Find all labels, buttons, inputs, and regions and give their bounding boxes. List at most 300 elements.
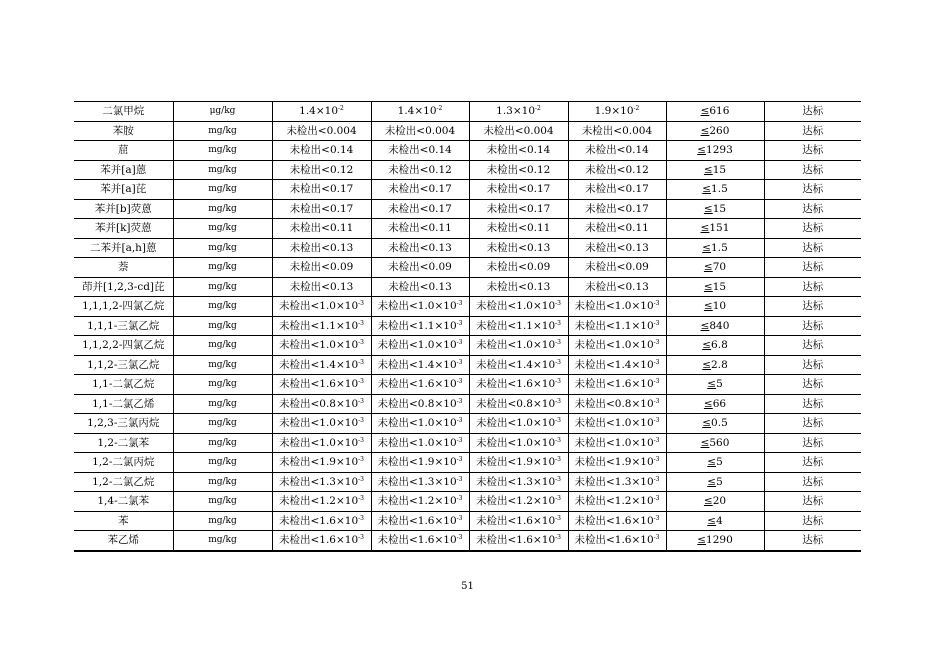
sample-value-cell (272, 511, 371, 531)
less-equal-symbol: ≤ (703, 495, 713, 508)
value-exponent: -3 (456, 319, 463, 327)
value-text: 未检出<1.0×10 (475, 300, 556, 313)
limit-cell (666, 433, 764, 453)
value-text: 未检出<0.13 (486, 241, 551, 254)
unit-cell: mg/kg (173, 511, 272, 531)
value-text: 未检出<0.14 (289, 144, 354, 157)
value-text: 未检出<0.17 (388, 202, 452, 215)
value-text: 未检出<0.13 (388, 280, 452, 293)
result-cell: 达标 (764, 102, 861, 122)
value-exponent: -3 (555, 495, 561, 503)
unit-cell: mg/kg (173, 238, 272, 258)
value-text: 未检出<0.09 (486, 261, 551, 274)
table-row (74, 355, 861, 375)
table-row (74, 453, 861, 473)
unit-cell: mg/kg (173, 160, 272, 180)
table-row (74, 316, 861, 336)
value-exponent: -3 (653, 495, 660, 503)
less-equal-symbol: ≤ (702, 183, 712, 196)
value-text: 未检出<1.9×10 (377, 456, 457, 469)
value-exponent: -2 (535, 105, 541, 113)
limit-value: 151 (709, 222, 730, 235)
sample-value-cell (371, 316, 469, 336)
sample-value-cell (272, 180, 371, 200)
sample-value-cell (469, 277, 568, 297)
limit-cell (666, 472, 764, 492)
value-text: 未检出<0.13 (585, 241, 649, 254)
pollutant-name-cell: 苯并[k]荧蒽 (74, 219, 173, 239)
value-exponent: -3 (555, 339, 561, 347)
value-text: 未检出<0.8×10 (574, 397, 654, 410)
sample-value-cell (568, 238, 666, 258)
value-text: 未检出<1.0×10 (574, 417, 654, 430)
sample-value-cell (469, 180, 568, 200)
unit-cell: mg/kg (173, 394, 272, 414)
value-exponent: -3 (653, 514, 660, 522)
value-exponent: -3 (358, 397, 364, 405)
less-equal-symbol: ≤ (703, 280, 713, 293)
sample-value-cell (469, 102, 568, 122)
sample-value-cell (469, 394, 568, 414)
value-exponent: -3 (358, 456, 364, 464)
limit-value: 15 (712, 163, 727, 176)
pollutant-name-cell: 1,1,1-三氯乙烷 (74, 316, 173, 336)
sample-value-cell (272, 297, 371, 317)
value-text: 未检出<1.0×10 (475, 436, 556, 449)
sample-value-cell (568, 433, 666, 453)
value-exponent: -2 (436, 105, 443, 113)
value-text: 未检出<1.4×10 (377, 358, 457, 371)
sample-value-cell (568, 199, 666, 219)
sample-value-cell (568, 297, 666, 317)
sample-value-cell (568, 121, 666, 141)
value-exponent: -3 (653, 436, 660, 444)
pollutant-name-cell: 1,1,1,2-四氯乙烷 (74, 297, 173, 317)
less-equal-symbol: ≤ (703, 202, 713, 215)
value-exponent: -3 (653, 319, 660, 327)
sample-value-cell (272, 492, 371, 512)
pollutant-name-cell: 1,1,2,2-四氯乙烷 (74, 336, 173, 356)
sample-value-cell (568, 160, 666, 180)
value-text: 未检出<1.9×10 (475, 456, 556, 469)
result-cell: 达标 (764, 141, 861, 161)
sample-value-cell (568, 375, 666, 395)
sample-value-cell (371, 199, 469, 219)
value-exponent: -3 (456, 514, 463, 522)
pollutant-name-cell: 1,1,2-三氯乙烷 (74, 355, 173, 375)
limit-cell (666, 121, 764, 141)
value-text: 未检出<0.13 (585, 280, 649, 293)
pollutant-name-cell: 苯 (74, 511, 173, 531)
value-text: 未检出<0.11 (585, 222, 649, 235)
pollutant-name-cell: 茚并[1,2,3-cd]芘 (74, 277, 173, 297)
limit-value: 260 (709, 124, 730, 137)
value-text: 未检出<1.6×10 (377, 514, 457, 527)
sample-value-cell (371, 414, 469, 434)
value-exponent: -3 (456, 495, 463, 503)
value-exponent: -3 (653, 339, 660, 347)
value-text: 未检出<0.17 (289, 202, 354, 215)
less-equal-symbol: ≤ (703, 300, 713, 313)
value-exponent: -3 (456, 417, 463, 425)
value-text: 未检出<1.6×10 (574, 534, 654, 547)
value-exponent: -3 (555, 378, 561, 386)
value-text: 未检出<1.9×10 (574, 456, 654, 469)
limit-cell (666, 316, 764, 336)
sample-value-cell (568, 453, 666, 473)
limit-value: 0.5 (711, 417, 728, 430)
value-text: 未检出<1.2×10 (574, 495, 654, 508)
less-equal-symbol: ≤ (702, 417, 712, 430)
value-text: 未检出<0.8×10 (278, 397, 359, 410)
value-text: 未检出<0.13 (388, 241, 452, 254)
value-text: 未检出<1.1×10 (377, 319, 457, 332)
less-equal-symbol: ≤ (700, 319, 710, 332)
value-text: 未检出<1.4×10 (574, 358, 654, 371)
sample-value-cell (469, 199, 568, 219)
table-row (74, 375, 861, 395)
sample-value-cell (469, 336, 568, 356)
value-text: 未检出<0.14 (486, 144, 551, 157)
limit-value: 1.5 (711, 183, 728, 196)
unit-cell: mg/kg (173, 219, 272, 239)
sample-value-cell (568, 277, 666, 297)
sample-value-cell (371, 277, 469, 297)
pollutant-name-cell: 1,2,3-三氯丙烷 (74, 414, 173, 434)
limit-cell (666, 394, 764, 414)
table-row (74, 336, 861, 356)
value-text: 未检出<1.0×10 (278, 436, 359, 449)
value-text: 未检出<0.17 (585, 202, 649, 215)
sample-value-cell (272, 121, 371, 141)
value-text: 未检出<1.0×10 (377, 417, 457, 430)
limit-value: 5 (716, 475, 723, 488)
limit-cell (666, 102, 764, 122)
table-row (74, 531, 861, 551)
value-text: 未检出<0.17 (585, 183, 649, 196)
value-text: 未检出<0.004 (581, 124, 653, 137)
limit-value: 6.8 (711, 339, 728, 352)
value-text: 未检出<0.11 (289, 222, 354, 235)
value-exponent: -3 (555, 456, 561, 464)
sample-value-cell (568, 336, 666, 356)
value-text: 1.3×10 (496, 105, 535, 118)
pollutant-name-cell: 苯胺 (74, 121, 173, 141)
value-text: 未检出<0.13 (486, 280, 551, 293)
sample-value-cell (371, 102, 469, 122)
limit-value: 1.5 (711, 241, 728, 254)
result-cell: 达标 (764, 121, 861, 141)
sample-value-cell (371, 121, 469, 141)
table-row (74, 414, 861, 434)
unit-cell: mg/kg (173, 375, 272, 395)
sample-value-cell (469, 121, 568, 141)
value-exponent: -3 (358, 495, 364, 503)
sample-value-cell (469, 375, 568, 395)
pollutant-name-cell: 1,1-二氯乙烷 (74, 375, 173, 395)
value-text: 未检出<1.3×10 (574, 475, 654, 488)
result-cell: 达标 (764, 219, 861, 239)
sample-value-cell (568, 472, 666, 492)
result-cell: 达标 (764, 297, 861, 317)
limit-value: 70 (712, 261, 727, 274)
table-row (74, 102, 861, 122)
sample-value-cell (371, 336, 469, 356)
table-row (74, 219, 861, 239)
value-text: 未检出<0.09 (585, 261, 649, 274)
sample-value-cell (469, 433, 568, 453)
result-cell: 达标 (764, 394, 861, 414)
value-text: 未检出<1.6×10 (377, 534, 457, 547)
table-row (74, 472, 861, 492)
value-exponent: -3 (555, 300, 561, 308)
sample-value-cell (272, 199, 371, 219)
sample-value-cell (371, 258, 469, 278)
result-cell: 达标 (764, 238, 861, 258)
value-exponent: -3 (358, 378, 364, 386)
unit-cell: mg/kg (173, 141, 272, 161)
sample-value-cell (371, 375, 469, 395)
sample-value-cell (469, 492, 568, 512)
limit-value: 15 (712, 202, 727, 215)
value-text: 未检出<1.0×10 (278, 417, 359, 430)
value-exponent: -3 (555, 534, 561, 542)
value-exponent: -3 (456, 300, 463, 308)
less-equal-symbol: ≤ (697, 534, 707, 547)
sample-value-cell (272, 160, 371, 180)
table-row (74, 180, 861, 200)
table-row (74, 511, 861, 531)
limit-value: 1290 (706, 534, 733, 547)
limit-cell (666, 180, 764, 200)
sample-value-cell (272, 336, 371, 356)
unit-cell: mg/kg (173, 258, 272, 278)
pollutant-name-cell: 二苯并[a,h]蒽 (74, 238, 173, 258)
limit-cell (666, 531, 764, 551)
sample-value-cell (371, 472, 469, 492)
pollutant-name-cell: 苯乙烯 (74, 531, 173, 551)
sample-value-cell (469, 219, 568, 239)
sample-value-cell (272, 258, 371, 278)
value-text: 未检出<1.3×10 (475, 475, 556, 488)
value-text: 1.4×10 (299, 105, 338, 118)
value-text: 未检出<1.0×10 (475, 417, 556, 430)
result-cell: 达标 (764, 531, 861, 551)
limit-value: 616 (709, 105, 730, 118)
sample-value-cell (568, 414, 666, 434)
value-text: 未检出<1.6×10 (278, 378, 359, 391)
less-equal-symbol: ≤ (697, 144, 707, 157)
unit-cell: mg/kg (173, 414, 272, 434)
sample-value-cell (568, 355, 666, 375)
less-equal-symbol: ≤ (702, 241, 712, 254)
value-text: 未检出<1.6×10 (377, 378, 457, 391)
value-exponent: -3 (358, 475, 364, 483)
value-text: 未检出<1.2×10 (377, 495, 457, 508)
table-row (74, 394, 861, 414)
pollutant-name-cell: 1,2-二氯乙烷 (74, 472, 173, 492)
sample-value-cell (272, 355, 371, 375)
value-exponent: -3 (456, 378, 463, 386)
limit-value: 5 (716, 456, 723, 469)
limit-value: 840 (709, 319, 730, 332)
sample-value-cell (371, 238, 469, 258)
result-cell: 达标 (764, 258, 861, 278)
value-text: 未检出<0.004 (286, 124, 357, 137)
sample-value-cell (469, 531, 568, 551)
value-exponent: -3 (555, 514, 561, 522)
sample-value-cell (371, 355, 469, 375)
value-text: 未检出<0.17 (289, 183, 354, 196)
sample-value-cell (469, 453, 568, 473)
value-text: 未检出<1.0×10 (475, 339, 556, 352)
value-text: 未检出<0.14 (388, 144, 452, 157)
value-text: 未检出<0.14 (585, 144, 649, 157)
value-text: 未检出<1.6×10 (278, 514, 359, 527)
unit-cell: mg/kg (173, 277, 272, 297)
sample-value-cell (371, 453, 469, 473)
sample-value-cell (272, 394, 371, 414)
result-cell: 达标 (764, 511, 861, 531)
sample-value-cell (371, 492, 469, 512)
sample-value-cell (469, 316, 568, 336)
limit-cell (666, 355, 764, 375)
unit-cell: mg/kg (173, 472, 272, 492)
value-text: 未检出<1.0×10 (574, 436, 654, 449)
value-exponent: -3 (358, 514, 364, 522)
pollutant-name-cell: 1,2-二氯苯 (74, 433, 173, 453)
value-exponent: -3 (653, 378, 660, 386)
limit-cell (666, 492, 764, 512)
sample-value-cell (469, 414, 568, 434)
sample-value-cell (469, 472, 568, 492)
less-equal-symbol: ≤ (702, 339, 712, 352)
value-exponent: -3 (555, 358, 561, 366)
page-number: 51 (461, 581, 474, 592)
sample-value-cell (371, 180, 469, 200)
sample-value-cell (469, 141, 568, 161)
less-equal-symbol: ≤ (703, 163, 713, 176)
table-row (74, 492, 861, 512)
result-cell: 达标 (764, 453, 861, 473)
limit-cell (666, 453, 764, 473)
value-exponent: -3 (653, 300, 660, 308)
pollutant-name-cell: 二氯甲烷 (74, 102, 173, 122)
sample-value-cell (272, 453, 371, 473)
value-text: 未检出<0.12 (289, 163, 354, 176)
table-row (74, 258, 861, 278)
sample-value-cell (371, 433, 469, 453)
value-text: 未检出<1.6×10 (475, 534, 556, 547)
limit-cell (666, 511, 764, 531)
pollutant-name-cell: 苯并[a]蒽 (74, 160, 173, 180)
value-text: 未检出<1.2×10 (475, 495, 556, 508)
sample-value-cell (568, 219, 666, 239)
sample-value-cell (272, 277, 371, 297)
sample-value-cell (272, 414, 371, 434)
sample-value-cell (568, 141, 666, 161)
limit-value: 4 (716, 514, 723, 527)
value-text: 1.4×10 (397, 105, 437, 118)
less-equal-symbol: ≤ (702, 358, 712, 371)
result-cell: 达标 (764, 160, 861, 180)
pollutant-name-cell: 1,2-二氯丙烷 (74, 453, 173, 473)
sample-value-cell (371, 511, 469, 531)
sample-value-cell (469, 297, 568, 317)
pollutant-name-cell: 䓛 (74, 141, 173, 161)
limit-value: 1293 (706, 144, 733, 157)
value-text: 未检出<1.9×10 (278, 456, 359, 469)
sample-value-cell (371, 394, 469, 414)
pollutant-name-cell: 萘 (74, 258, 173, 278)
limit-value: 10 (712, 300, 727, 313)
value-text: 未检出<0.13 (289, 280, 354, 293)
value-exponent: -3 (358, 339, 364, 347)
value-text: 未检出<0.004 (384, 124, 456, 137)
value-text: 未检出<1.2×10 (278, 495, 359, 508)
value-text: 未检出<1.4×10 (278, 358, 359, 371)
table-row (74, 160, 861, 180)
value-text: 未检出<0.12 (388, 163, 452, 176)
unit-cell: mg/kg (173, 492, 272, 512)
pollutant-name-cell: 苯并[a]芘 (74, 180, 173, 200)
value-text: 未检出<1.0×10 (377, 300, 457, 313)
table-row (74, 433, 861, 453)
value-text: 未检出<1.6×10 (475, 378, 556, 391)
sample-value-cell (272, 141, 371, 161)
limit-cell (666, 414, 764, 434)
value-exponent: -3 (358, 436, 364, 444)
value-text: 1.9×10 (594, 105, 634, 118)
sample-value-cell (272, 238, 371, 258)
value-text: 未检出<1.0×10 (377, 339, 457, 352)
table-row (74, 199, 861, 219)
value-exponent: -3 (358, 358, 364, 366)
unit-cell: mg/kg (173, 531, 272, 551)
sample-value-cell (371, 141, 469, 161)
sample-value-cell (469, 258, 568, 278)
value-text: 未检出<0.17 (486, 183, 551, 196)
result-cell: 达标 (764, 433, 861, 453)
sample-value-cell (272, 102, 371, 122)
unit-cell: mg/kg (173, 297, 272, 317)
unit-cell: mg/kg (173, 180, 272, 200)
limit-cell (666, 297, 764, 317)
value-text: 未检出<1.4×10 (475, 358, 556, 371)
value-text: 未检出<0.004 (483, 124, 554, 137)
limit-value: 560 (709, 436, 730, 449)
sample-value-cell (469, 355, 568, 375)
value-text: 未检出<0.09 (388, 261, 452, 274)
value-exponent: -3 (653, 397, 660, 405)
sample-value-cell (568, 258, 666, 278)
less-equal-symbol: ≤ (707, 456, 717, 469)
table-row (74, 277, 861, 297)
limit-value: 5 (716, 378, 723, 391)
sample-value-cell (469, 238, 568, 258)
less-equal-symbol: ≤ (707, 514, 717, 527)
value-text: 未检出<1.6×10 (475, 514, 556, 527)
limit-cell (666, 336, 764, 356)
value-text: 未检出<1.0×10 (574, 339, 654, 352)
limit-value: 20 (712, 495, 727, 508)
less-equal-symbol: ≤ (700, 436, 710, 449)
sample-value-cell (272, 219, 371, 239)
table-row (74, 121, 861, 141)
value-text: 未检出<0.12 (486, 163, 551, 176)
value-exponent: -3 (358, 417, 364, 425)
sample-value-cell (568, 180, 666, 200)
